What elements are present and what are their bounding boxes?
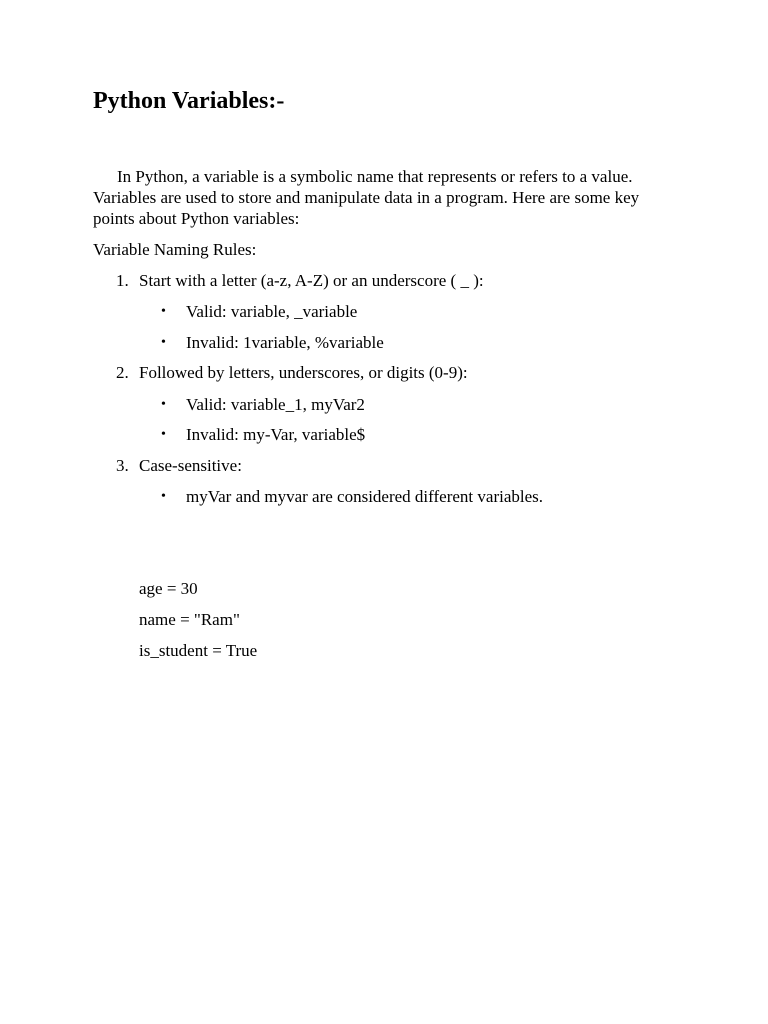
rule-example: Invalid: 1variable, %variable xyxy=(186,333,384,352)
rule-example: Invalid: my-Var, variable$ xyxy=(186,425,366,444)
page-title: Python Variables:- xyxy=(93,88,285,114)
rule-text: Start with a letter (a-z, A-Z) or an underscore ( _ ): xyxy=(139,271,484,290)
rule-text: Followed by letters, underscores, or digits (0-9): xyxy=(139,363,468,382)
bullet-icon: • xyxy=(161,304,166,319)
rule-number: 3. xyxy=(116,456,129,475)
bullet-icon: • xyxy=(161,489,166,504)
section-heading: Variable Naming Rules: xyxy=(93,240,257,259)
rule-number: 2. xyxy=(116,363,129,382)
rule-example: Valid: variable, _variable xyxy=(186,302,358,321)
rule-text: Case-sensitive: xyxy=(139,456,242,475)
intro-paragraph: In Python, a variable is a symbolic name that represents or refers to a value. Variables are used to store and manipulate data in a program. Here are some key points about Python variables: xyxy=(93,167,640,228)
code-line: name = "Ram" xyxy=(139,610,240,629)
rule-example: myVar and myvar are considered different variables. xyxy=(186,487,544,506)
bullet-icon: • xyxy=(161,397,166,412)
code-line: age = 30 xyxy=(139,579,198,598)
bullet-icon: • xyxy=(161,427,166,442)
bullet-icon: • xyxy=(161,335,166,350)
rule-example: Valid: variable_1, myVar2 xyxy=(186,395,365,414)
rule-number: 1. xyxy=(116,271,129,290)
code-line: is_student = True xyxy=(139,641,258,660)
